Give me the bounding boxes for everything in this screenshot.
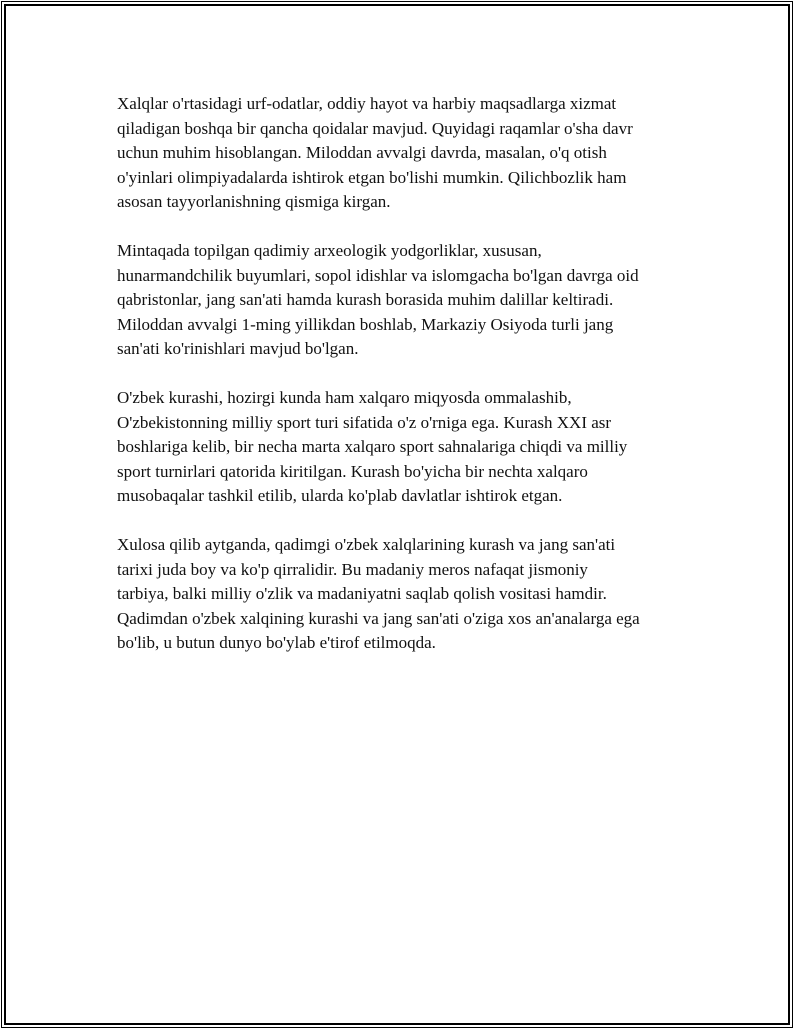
paragraph-1: Xalqlar o'rtasidagi urf-odatlar, oddiy hayot va harbiy maqsadlarga xizmat qiladigan boshqa bir qancha qoidalar mavjud. Quyidagi raqamlar o'sha davr uchun muhim hisoblangan. Miloddan avvalgi davrda, masalan, o'q otish o'yinlari olimpiyadalarda ishtirok etgan bo'lishi mumkin. Qilichbozlik ham asosan tayyorlanishning qismiga kirgan. (117, 94, 633, 211)
paragraph-4: Xulosa qilib aytganda, qadimgi o'zbek xalqlarining kurash va jang san'ati tarixi juda boy va ko'p qirralidir. Bu madaniy meros nafaqat jismoniy tarbiya, balki milliy o'zlik va madaniyatni saqlab qolish vositasi hamdir. Qadimdan o'zbek xalqining kurashi va jang san'ati o'ziga xos an'analarga ega bo'lib, u butun dunyo bo'ylab e'tirof etilmoqda. (117, 535, 640, 652)
paragraph-2: Mintaqada topilgan qadimiy arxeologik yodgorliklar, xususan, hunarmandchilik buyumlari, sopol idishlar va islomgacha bo'lgan davrga oid qabristonlar, jang san'ati hamda kurash borasida muhim dalillar keltiradi. Miloddan avvalgi 1-ming yillikdan boshlab, Markaziy Osiyoda turli jang san'ati ko'rinishlari mavjud bo'lgan. (117, 241, 639, 358)
paragraph-3: O'zbek kurashi, hozirgi kunda ham xalqaro miqyosda ommalashib, O'zbekistonning milliy sport turi sifatida o'z o'rniga ega. Kurash XXI asr boshlariga kelib, bir necha marta xalqaro sport sahnalariga chiqdi va milliy sport turnirlari qatorida kiritilgan. Kurash bo'yicha bir nechta xalqaro musobaqalar tashkil etilib, ularda ko'plab davlatlar ishtirok etgan. (117, 388, 628, 505)
document-body (117, 92, 692, 680)
